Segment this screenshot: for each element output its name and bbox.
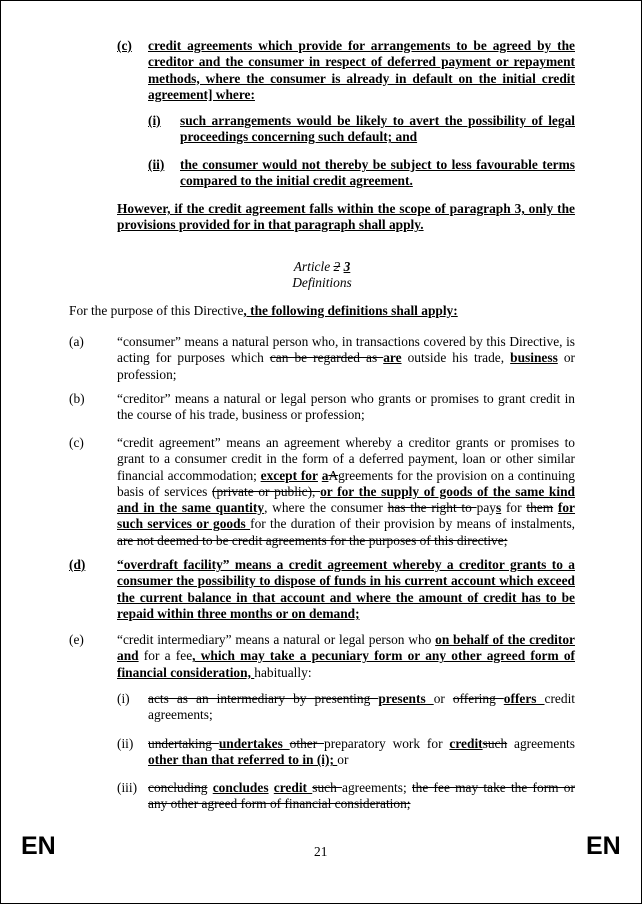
text-run: “consumer” means a natural person who, in transactions covered by this Directive, is acting for purposes which — [117, 334, 575, 366]
text-run: habitually: — [254, 664, 312, 680]
sub-label-e-i: (i) — [117, 691, 130, 706]
language-code-right: EN — [586, 832, 621, 860]
however-paragraph: However, if the credit agreement falls within the scope of paragraph 3, only the provisions provided for in that paragraph shall apply. — [117, 201, 575, 233]
language-code-left: EN — [21, 832, 56, 860]
deleted-text: concluding — [148, 780, 208, 795]
definition-a — [117, 334, 575, 383]
item-i-top-text: such arrangements would be likely to avert the possibility of legal proceedings concerning such default; and — [180, 113, 575, 145]
definition-label-d — [69, 557, 117, 573]
inserted-text: for such services or goods — [117, 500, 576, 532]
article-heading — [117, 259, 527, 275]
text-run: or profession; — [117, 350, 575, 382]
deleted-text: the fee may take the form or any other agreed form of financial consideration; — [148, 780, 575, 812]
inserted-text: other than that referred to in (i); — [148, 752, 338, 768]
item-ii-top-text: the consumer would not thereby be subject to less favourable terms compared to the initial credit agreement. — [180, 157, 575, 189]
sub-label-e-ii: (ii) — [117, 736, 134, 751]
deleted-text: acts as an intermediary by presenting — [148, 691, 379, 706]
intro-plain: For the purpose of this Directive — [69, 303, 244, 318]
text-run: outside his trade, — [401, 350, 511, 366]
text-run: credit agreements; — [148, 691, 576, 723]
inserted-text: on behalf of the creditor and — [117, 632, 575, 664]
deleted-text: has the right to — [387, 500, 477, 516]
definition-d: “overdraft facility” means a credit agreement whereby a creditor grants to a consumer the possibility to dispose of funds in his current account which exceed the current balance in that account and where the amount of credit has to be repaid within three months or on demand; — [117, 557, 575, 621]
deleted-text: such — [482, 736, 508, 751]
intro-inserted: , the following definitions shall apply: — [243, 303, 458, 318]
sub-item-e-i — [148, 691, 575, 724]
text-run: agreements — [507, 736, 575, 751]
article-old-number: 2 — [333, 259, 341, 274]
definition-label-c: (c) — [69, 435, 84, 450]
text-run: for a fee — [138, 648, 193, 664]
sub-item-e-ii — [148, 736, 575, 769]
text-run: “credit intermediary” means a natural or legal person who — [117, 632, 436, 647]
definition-label-a: (a) — [69, 334, 84, 349]
article-title: Definitions — [292, 275, 352, 290]
deleted-text: such — [312, 780, 343, 795]
article-new-number: 3 — [343, 259, 351, 274]
item-label-i-top: (i) — [148, 113, 161, 128]
definition-c — [117, 435, 575, 549]
inserted-text: credit — [449, 736, 483, 751]
deleted-text: other — [289, 736, 325, 751]
definition-b: “creditor” means a natural or legal person who grants or promises to grant credit in the course of his trade, business or profession; — [117, 391, 575, 423]
inserted-text: are — [383, 350, 402, 366]
inserted-text: concludes — [212, 780, 269, 795]
deleted-text: offering — [452, 691, 504, 706]
inserted-text: undertakes — [218, 736, 290, 751]
inserted-text: presents — [378, 691, 434, 706]
text-run: pay — [476, 500, 496, 516]
text-run: or — [337, 752, 349, 768]
inserted-text: offers — [503, 691, 545, 706]
inserted-text: , which may take a pecuniary form or any other agreed form of financial consideration, — [117, 648, 575, 680]
text-run: “credit agreement” means an agreement whereby a creditor grants or promises to grant to a consumer credit in the form of a deferred payment, loan or other similar financial accommodation; — [117, 435, 575, 483]
definition-label-b: (b) — [69, 391, 85, 406]
page-number: 21 — [314, 844, 328, 859]
deleted-text: undertaking — [148, 736, 219, 751]
sub-label-e-iii: (iii) — [117, 780, 138, 795]
item-label-ii-top: (ii) — [148, 157, 165, 172]
inserted-text: business — [510, 350, 558, 366]
deleted-text: are not deemed to be credit agreements for the purposes of this directive; — [117, 532, 508, 548]
inserted-text: or for the supply of goods of the same kind and in the same quantity — [117, 483, 575, 516]
text-run: for — [501, 500, 527, 516]
deleted-text: (private or public), — [212, 483, 321, 499]
deleted-text: A — [328, 467, 339, 483]
text-run: , where the consumer — [264, 500, 388, 516]
item-c-top-text: credit agreements which provide for arrangements to be agreed by the creditor and the consumer in respect of deferred payment or repayment methods, where the consumer is already in default on the initial credit agreement] where: — [148, 38, 575, 102]
text-run: for the duration of their provision by means of instalments, — [250, 516, 575, 532]
label-text: (d) — [69, 557, 86, 572]
deleted-text: them — [526, 500, 554, 516]
item-label-c-top: (c) — [117, 38, 132, 53]
definition-e — [117, 632, 575, 681]
text-run: or — [433, 691, 453, 706]
sub-item-e-iii — [148, 780, 575, 813]
definition-label-e: (e) — [69, 632, 84, 647]
text-run: preparatory work for — [324, 736, 450, 751]
deleted-text: can be regarded as — [269, 350, 384, 366]
article-prefix: Article — [293, 259, 334, 274]
text-run: agreements; — [342, 780, 412, 795]
inserted-text: credit — [273, 780, 313, 795]
text-run: greements for the provision on a continuing basis of services — [117, 467, 575, 499]
intro-sentence — [69, 303, 575, 319]
inserted-text: except for — [260, 467, 318, 483]
inserted-text: s — [495, 500, 502, 516]
inserted-text: a — [321, 467, 329, 483]
